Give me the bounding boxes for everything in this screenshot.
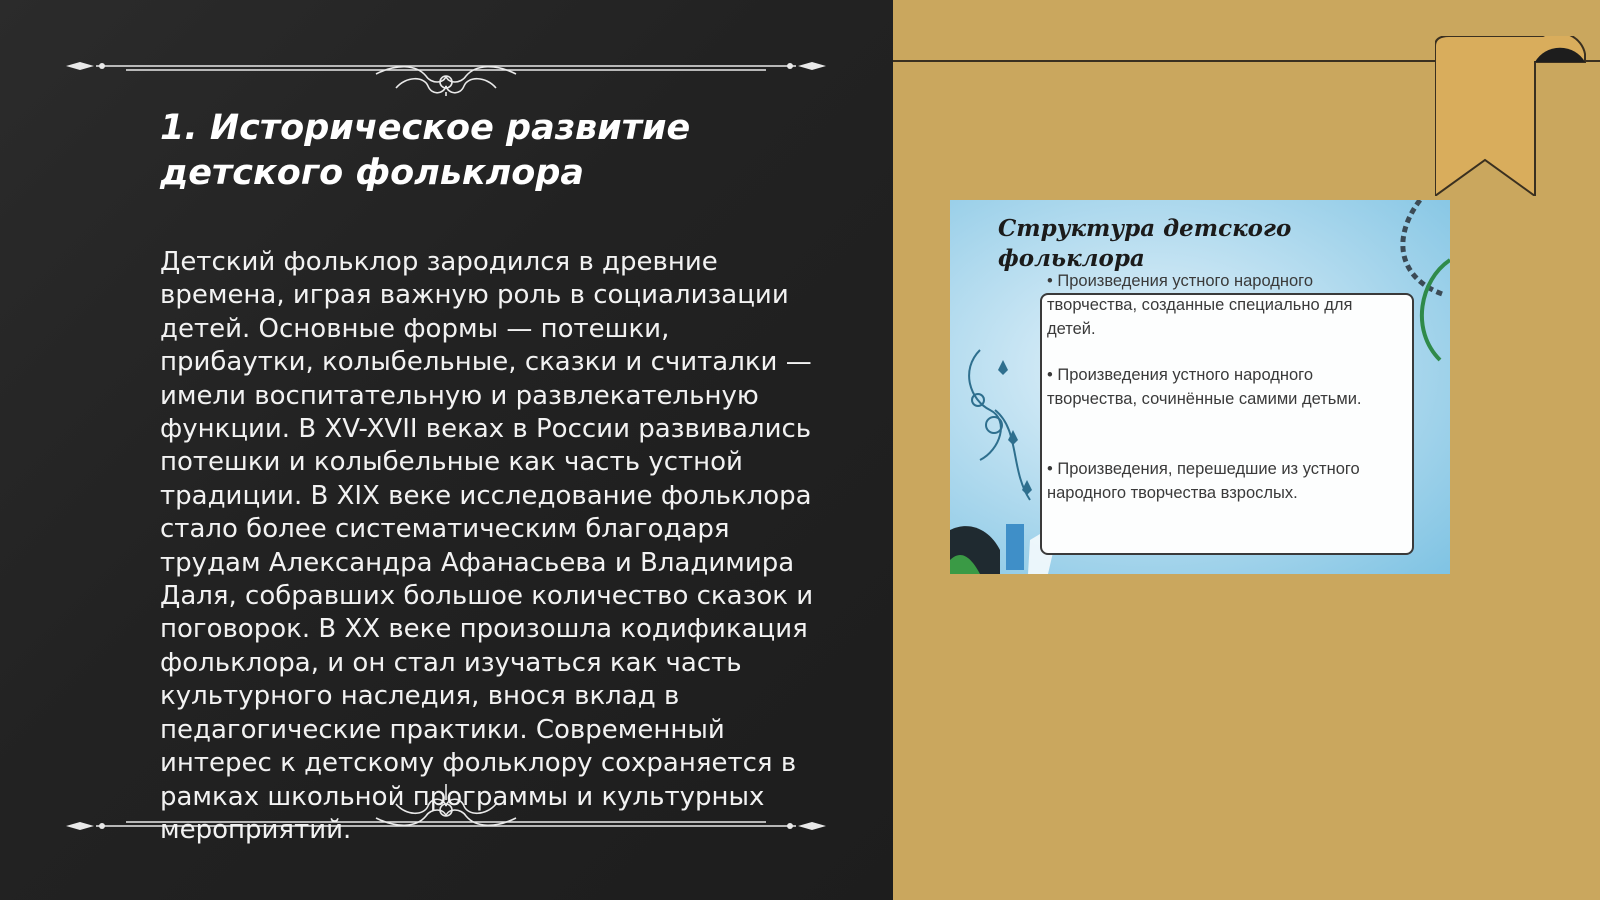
ornament-divider-top — [66, 36, 826, 96]
image-list-item: • Произведения, перешедшие из устного народного творчества взрослых. — [1047, 460, 1360, 502]
image-list-item: • Произведения устного народного творчества, сочинённые самими детьми. — [1047, 366, 1362, 408]
slide-title: 1. Историческое развитие детского фольклора — [160, 108, 691, 193]
bookmark-ribbon-icon — [1435, 36, 1595, 196]
image-list-item: • Произведения устного народного творчества, созданные специально для детей. — [1047, 272, 1353, 338]
slide-body-text: Детский фольклор зародился в древние времена, играя важную роль в социализации детей. Основные формы — потешки, прибаутки, колыбельные, сказки и считалки — имели воспитательную и развлекательную функции. В XV-XVII веках в России развивались потешки и колыбельные как часть устной традиции. В XIX веке исследование фольклора стало более систематическим благодаря трудам Александра Афанасьева и Владимира Даля, собравших большое количество сказок и поговорок. В XX веке произошла кодификация фольклора, и он стал изучаться как часть культурного наследия, внося вклад в педагогические практики. Современный интерес к детскому фольклору сохраняется в рамках школьной программы и культурных мероприятий. — [160, 247, 814, 845]
folklore-structure-image — [950, 200, 1450, 574]
image-title: Структура детского фольклора — [998, 215, 1292, 272]
